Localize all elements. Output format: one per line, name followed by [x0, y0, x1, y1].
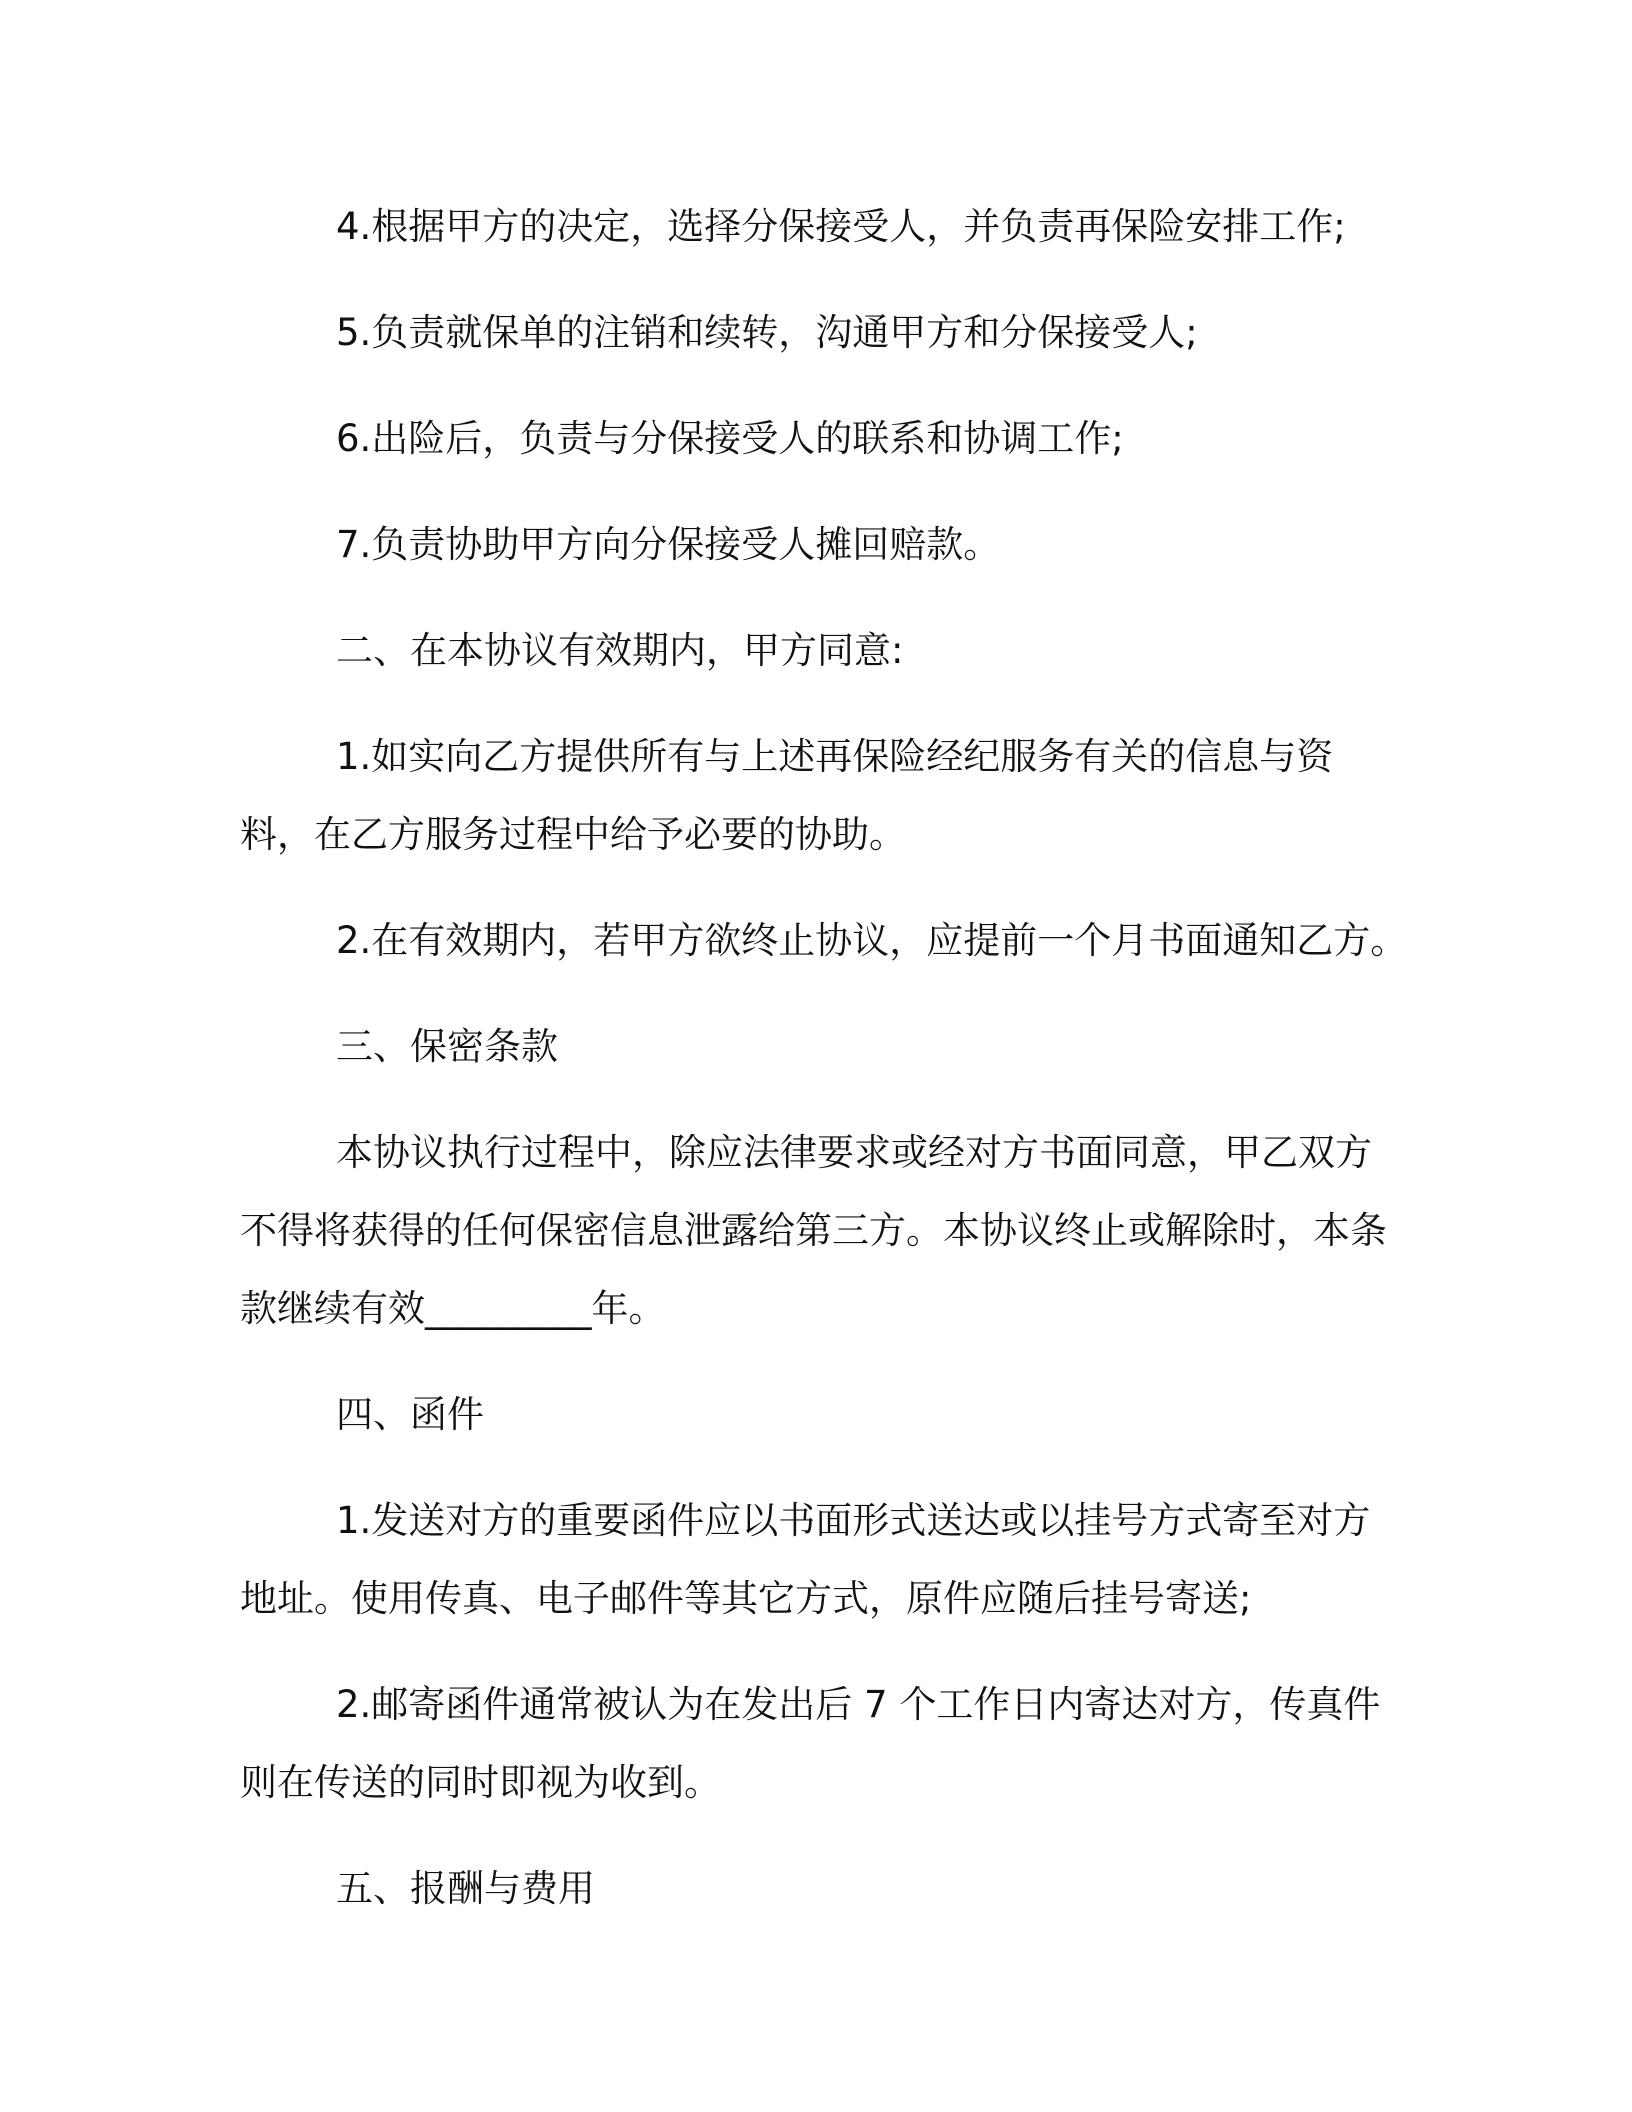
section-4-item-1: 1.发送对方的重要函件应以书面形式送达或以挂号方式寄至对方地址。使用传真、电子邮件等其它方式，原件应随后挂号寄送; [240, 1499, 1371, 1620]
section-heading-3: 三、保密条款 [336, 1025, 558, 1068]
clause-item-5: 5.负责就保单的注销和续转，沟通甲方和分保接受人; [336, 311, 1198, 354]
clause-item-4: 4.根据甲方的决定，选择分保接受人，并负责再保险安排工作; [336, 205, 1346, 248]
section-heading-2: 二、在本协议有效期内，甲方同意: [336, 629, 904, 672]
section-2-item-1: 1.如实向乙方提供所有与上述再保险经纪服务有关的信息与资料，在乙方服务过程中给予必要的协助。 [240, 735, 1334, 856]
document-body [240, 188, 1408, 1928]
section-heading-4: 四、函件 [336, 1393, 484, 1436]
clause-item-7: 7.负责协助甲方向分保接受人摊回赔款。 [336, 523, 1001, 566]
clause-item-6: 6.出险后，负责与分保接受人的联系和协调工作; [336, 417, 1124, 460]
confidentiality-clause: 本协议执行过程中，除应法律要求或经对方书面同意，甲乙双方不得将获得的任何保密信息泄露给第三方。本协议终止或解除时，本条款继续有效_________年。 [240, 1131, 1387, 1330]
section-heading-5: 五、报酬与费用 [336, 1867, 595, 1910]
section-2-item-2: 2.在有效期内，若甲方欲终止协议，应提前一个月书面通知乙方。 [336, 919, 1408, 962]
section-4-item-2: 2.邮寄函件通常被认为在发出后 7 个工作日内寄达对方，传真件则在传送的同时即视为收到。 [240, 1683, 1381, 1804]
